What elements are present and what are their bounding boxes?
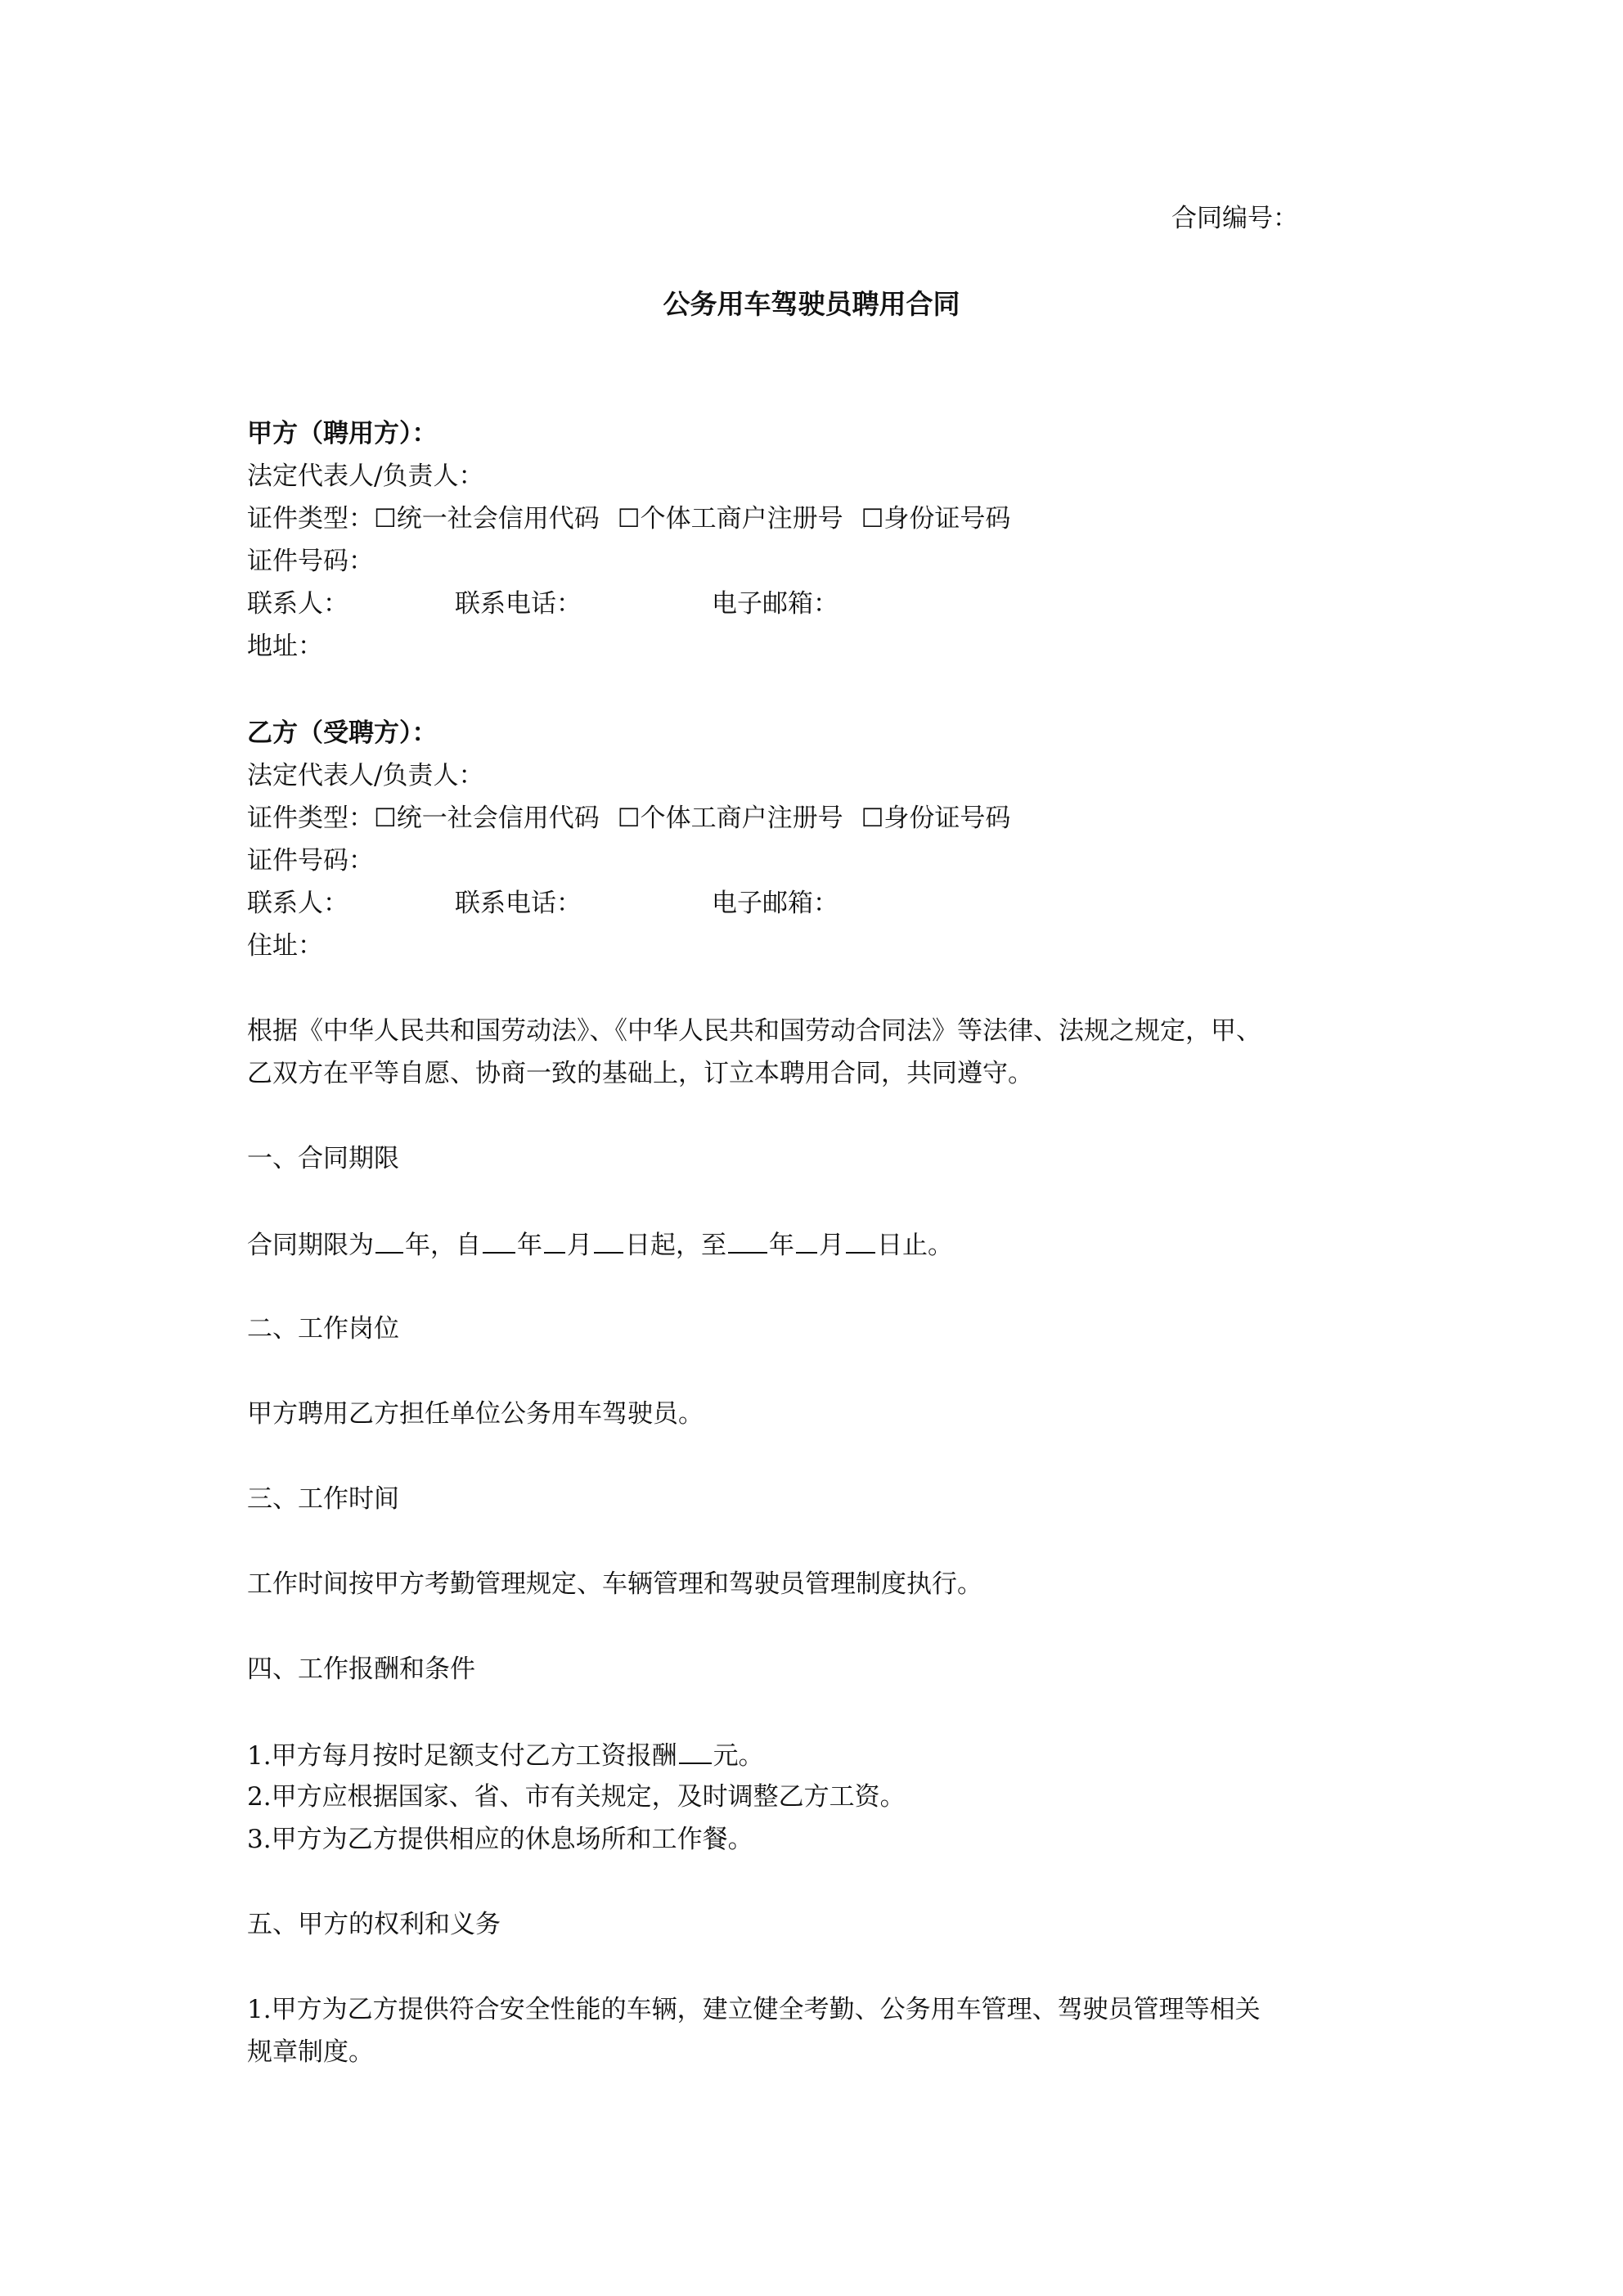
- term-text: 月: [567, 1231, 592, 1260]
- party-b-id-type: [247, 802, 1010, 835]
- section-5-item-1-line-1: 1.甲方为乙方提供符合安全性能的车辆，建立健全考勤、公务用车管理、驾驶员管理等相关: [247, 1995, 1261, 2024]
- party-a-address: 地址：: [247, 632, 323, 661]
- section-3-heading: 三、工作时间: [247, 1484, 399, 1514]
- checkbox-id-card[interactable]: ☐身份证号码: [861, 504, 1011, 533]
- term-text: 月: [819, 1231, 844, 1260]
- checkbox-credit-code[interactable]: ☐统一社会信用代码: [374, 504, 600, 533]
- id-type-label: 证件类型：: [247, 504, 374, 533]
- party-b-contact-row: [247, 887, 838, 920]
- term-years-blank[interactable]: [375, 1227, 403, 1254]
- party-a-heading: 甲方（聘用方）：: [247, 419, 438, 448]
- preamble-line-1: 根据《中华人民共和国劳动法》、《中华人民共和国劳动合同法》等法律、法规之规定，甲、: [247, 1016, 1261, 1046]
- checkbox-business-reg-no[interactable]: ☐个体工商户注册号: [617, 504, 843, 533]
- party-a-representative: 法定代表人/负责人：: [247, 461, 484, 491]
- term-text: 日起，至: [625, 1231, 726, 1260]
- section-4-item-2: 2.甲方应根据国家、省、市有关规定，及时调整乙方工资。: [247, 1782, 906, 1812]
- salary-amount-blank[interactable]: [679, 1738, 712, 1764]
- checkbox-credit-code[interactable]: ☐统一社会信用代码: [374, 804, 600, 833]
- start-day-blank[interactable]: [594, 1227, 623, 1254]
- preamble-line-2: 乙双方在平等自愿、协商一致的基础上，订立本聘用合同，共同遵守。: [247, 1059, 1033, 1088]
- term-text: 日止。: [877, 1231, 953, 1260]
- end-day-blank[interactable]: [846, 1227, 875, 1254]
- email-label: 电子邮箱：: [712, 589, 838, 619]
- party-b-heading: 乙方（受聘方）：: [247, 718, 438, 748]
- item-text: 1.甲方每月按时足额支付乙方工资报酬: [247, 1741, 677, 1771]
- checkbox-id-card[interactable]: ☐身份证号码: [861, 804, 1011, 833]
- contact-label: 联系人：: [247, 589, 348, 619]
- section-3-body: 工作时间按甲方考勤管理规定、车辆管理和驾驶员管理制度执行。: [247, 1569, 982, 1599]
- email-label: 电子邮箱：: [712, 889, 838, 918]
- section-5-heading: 五、甲方的权利和义务: [247, 1910, 501, 1939]
- start-year-blank[interactable]: [483, 1227, 515, 1254]
- phone-label: 联系电话：: [455, 589, 582, 619]
- phone-label: 联系电话：: [455, 889, 582, 918]
- start-month-blank[interactable]: [544, 1227, 565, 1254]
- party-a-contact-row: [247, 588, 838, 620]
- section-1-heading: 一、合同期限: [247, 1144, 399, 1173]
- party-a-id-type: [247, 502, 1010, 535]
- section-5-item-1-line-2: 规章制度。: [247, 2037, 374, 2067]
- party-b-id-number: 证件号码：: [247, 846, 374, 876]
- term-text: 合同期限为: [247, 1231, 374, 1260]
- contract-number-label: 合同编号：: [1171, 204, 1298, 233]
- section-4-item-3: 3.甲方为乙方提供相应的休息场所和工作餐。: [247, 1825, 753, 1854]
- document-title: 公务用车驾驶员聘用合同: [663, 288, 960, 320]
- section-2-body: 甲方聘用乙方担任单位公务用车驾驶员。: [247, 1399, 704, 1429]
- party-a-id-number: 证件号码：: [247, 547, 374, 576]
- contract-term-line: [247, 1227, 953, 1262]
- term-text: 年，自: [405, 1231, 481, 1260]
- section-2-heading: 二、工作岗位: [247, 1314, 399, 1344]
- term-text: 年: [517, 1231, 542, 1260]
- end-year-blank[interactable]: [728, 1227, 767, 1254]
- contact-label: 联系人：: [247, 889, 348, 918]
- checkbox-business-reg-no[interactable]: ☐个体工商户注册号: [617, 804, 843, 833]
- item-text: 元。: [713, 1741, 764, 1771]
- party-b-representative: 法定代表人/负责人：: [247, 761, 484, 790]
- term-text: 年: [769, 1231, 794, 1260]
- section-4-heading: 四、工作报酬和条件: [247, 1654, 475, 1684]
- section-4-item-1: [247, 1738, 764, 1772]
- end-month-blank[interactable]: [796, 1227, 817, 1254]
- id-type-label: 证件类型：: [247, 804, 374, 833]
- party-b-address: 住址：: [247, 931, 323, 961]
